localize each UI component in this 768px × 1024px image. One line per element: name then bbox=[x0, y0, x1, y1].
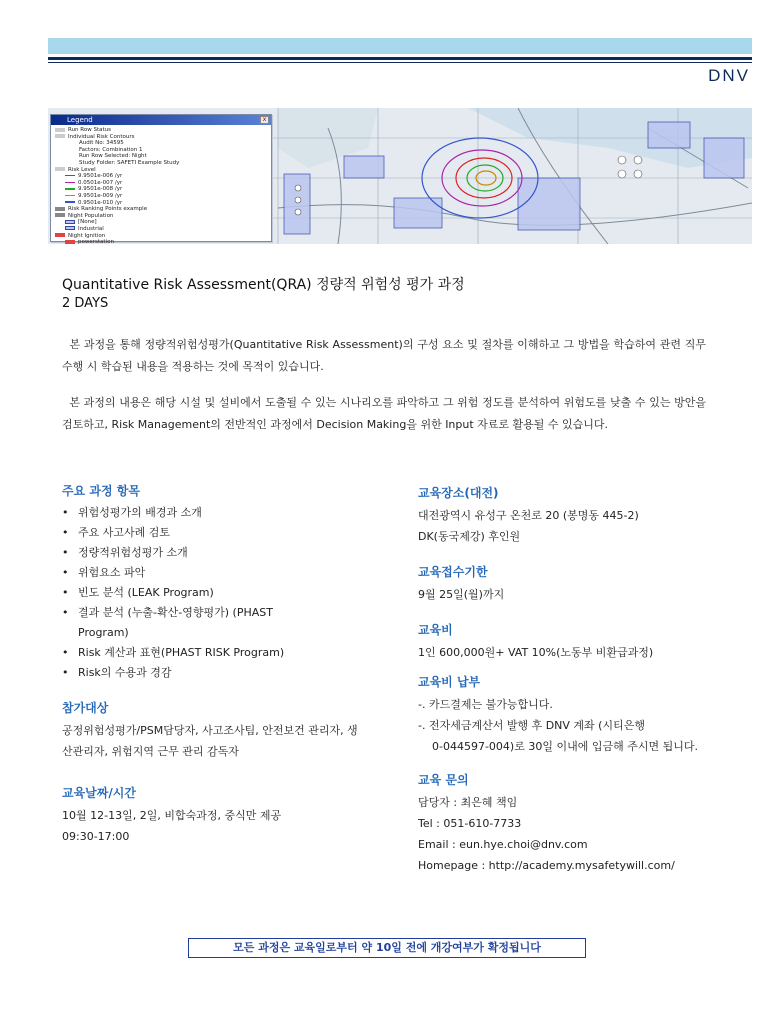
list-item: • Risk의 수용과 경감 bbox=[62, 663, 382, 683]
course-title: Quantitative Risk Assessment(QRA) 정량적 위험성 평가 과정 bbox=[62, 277, 465, 293]
legend-rows bbox=[51, 125, 271, 244]
course-duration: 2 DAYS bbox=[62, 296, 109, 311]
legend-row: [None] bbox=[55, 219, 267, 226]
list-item: • 위험요소 파악 bbox=[62, 563, 382, 583]
main-items-list bbox=[62, 503, 382, 683]
contact-tel: Tel : 051-610-7733 bbox=[418, 817, 522, 830]
contact-email[interactable]: Email : eun.hye.choi@dnv.com bbox=[418, 838, 588, 851]
venue-heading: 교육장소(대전) bbox=[418, 486, 499, 500]
close-icon: x bbox=[260, 116, 269, 124]
fee-heading: 교육비 bbox=[418, 623, 453, 637]
legend-row: Run Row Selected: Night bbox=[79, 153, 147, 160]
contact-homepage[interactable]: Homepage : http://academy.mysafetywill.com/ bbox=[418, 859, 675, 872]
payment-line-2: -. 전자세금계산서 발행 후 DNV 계좌 (시티은행 bbox=[418, 719, 645, 732]
target-heading: 참가대상 bbox=[62, 701, 109, 715]
map-legend-window bbox=[50, 114, 272, 242]
intro-paragraph-2: 본 과정의 내용은 해당 시설 및 설비에서 도출될 수 있는 시나리오를 파악하고 그 위험 정도를 분석하여 위험도를 낮출 수 있는 방안을 검토하고, Risk Management의 전반적인 과정에서 Decision Making을 위한 Input 자료로 활용될 수 있습니다. bbox=[62, 396, 707, 431]
list-item: • 위험성평가의 배경과 소개 bbox=[62, 503, 382, 523]
legend-row: Risk Level bbox=[55, 167, 267, 174]
legend-row: Night Ignition bbox=[55, 233, 267, 240]
legend-row: 9.9501e-008 /yr bbox=[55, 186, 267, 193]
header-dark-bar bbox=[48, 57, 752, 60]
legend-row: Individual Risk Contours bbox=[55, 134, 267, 141]
target-text: 공정위험성평가/PSM담당자, 사고조사팀, 안전보건 관리자, 생산관리자, 위험지역 근무 관리 감독자 bbox=[62, 724, 358, 758]
legend-row: 0.9501e-010 /yr bbox=[55, 200, 267, 207]
legend-row: Audit No: 34595 bbox=[79, 140, 124, 147]
list-item: • 주요 사고사례 검토 bbox=[62, 523, 382, 543]
legend-row: Run Row Status bbox=[55, 127, 267, 134]
dnv-logo: DNV bbox=[708, 66, 750, 85]
opening-notice: 모든 과정은 교육일로부터 약 10일 전에 개강여부가 확정됩니다 bbox=[188, 938, 586, 958]
venue-place: DK(동국제강) 후인원 bbox=[418, 530, 521, 543]
deadline-text: 9월 25일(월)까지 bbox=[418, 588, 505, 601]
legend-row: 9.9501e-006 /yr bbox=[55, 173, 267, 180]
list-item: • 결과 분석 (누출-확산-영향평가) (PHAST Program) bbox=[62, 603, 312, 643]
schedule-time: 09:30-17:00 bbox=[62, 830, 130, 843]
legend-row: 9.9501e-009 /yr bbox=[55, 193, 267, 200]
schedule-date: 10월 12-13일, 2일, 비합숙과정, 중식만 제공 bbox=[62, 809, 282, 822]
main-items-heading: 주요 과정 항목 bbox=[62, 484, 140, 498]
left-column bbox=[62, 482, 382, 847]
legend-row: Risk Ranking Points example bbox=[55, 206, 267, 213]
list-item: • 정량적위험성평가 소개 bbox=[62, 543, 382, 563]
header-light-bar bbox=[48, 38, 752, 54]
legend-title-bar bbox=[51, 115, 271, 125]
risk-map-banner bbox=[48, 108, 752, 244]
legend-row: 0.0501e-007 /yr bbox=[55, 180, 267, 187]
legend-row: Factors: Combination 1 bbox=[79, 146, 143, 153]
legend-row: powerstation bbox=[55, 239, 267, 244]
schedule-heading: 교육날짜/시간 bbox=[62, 786, 136, 800]
payment-heading: 교육비 납부 bbox=[418, 675, 481, 689]
deadline-heading: 교육접수기한 bbox=[418, 565, 488, 579]
legend-row: Study Folder: SAFETI Example Study bbox=[79, 159, 180, 166]
right-column bbox=[418, 484, 758, 876]
header-thin-bar bbox=[48, 62, 752, 63]
fee-text: 1인 600,000원+ VAT 10%(노동부 비환급과정) bbox=[418, 646, 654, 659]
payment-line-3: 0-044597-004)로 30일 이내에 입금해 주시면 됩니다. bbox=[432, 740, 698, 753]
payment-line-1: -. 카드결제는 불가능합니다. bbox=[418, 698, 553, 711]
legend-row: Night Population bbox=[55, 213, 267, 220]
list-item: • Risk 계산과 표현(PHAST RISK Program) bbox=[62, 643, 382, 663]
contact-manager: 담당자 : 최은혜 책임 bbox=[418, 796, 518, 809]
legend-row: Industrial bbox=[55, 226, 267, 233]
contact-heading: 교육 문의 bbox=[418, 773, 469, 787]
venue-address: 대전광역시 유성구 온천로 20 (봉명동 445-2) bbox=[418, 509, 639, 522]
list-item: • 빈도 분석 (LEAK Program) bbox=[62, 583, 382, 603]
intro-paragraph-1: 본 과정을 통해 정량적위험성평가(Quantitative Risk Assessment)의 구성 요소 및 절차를 이해하고 그 방법을 학습하여 관련 직무 수행 시 학습된 내용을 적용하는 것에 목적이 있습니다. bbox=[62, 338, 707, 373]
legend-title: Legend bbox=[67, 116, 93, 124]
